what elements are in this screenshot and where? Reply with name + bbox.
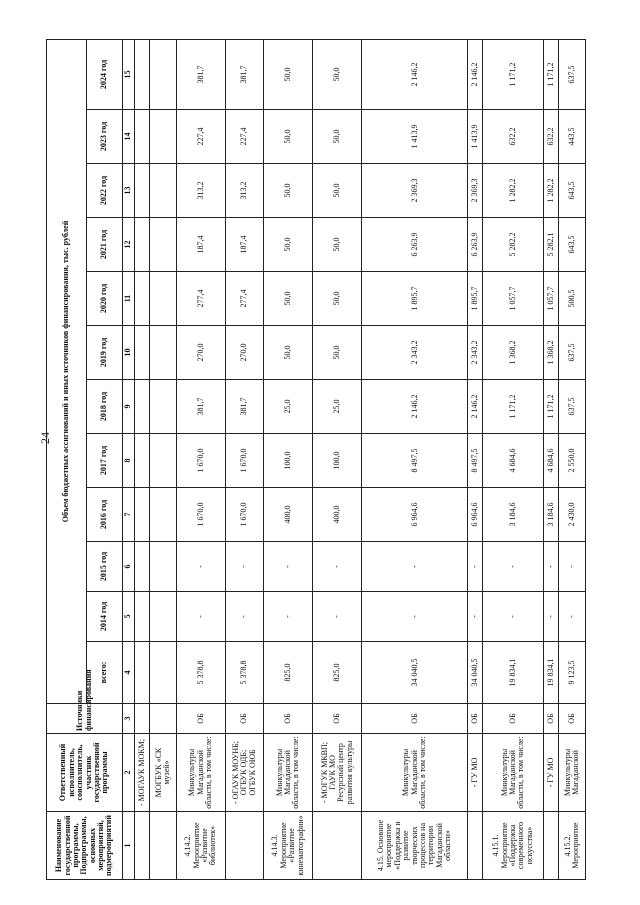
header-year: 2020 год bbox=[87, 272, 123, 326]
value-cell: 50,0 bbox=[313, 218, 362, 272]
value-cell: - bbox=[559, 592, 586, 642]
value-cell: 1 171,2 bbox=[543, 380, 558, 434]
table-row bbox=[135, 39, 150, 879]
value-cell: 400,0 bbox=[313, 488, 362, 542]
value-cell bbox=[150, 434, 177, 488]
value-cell: 4 684,6 bbox=[483, 434, 544, 488]
value-cell bbox=[150, 380, 177, 434]
table-row bbox=[226, 39, 264, 879]
value-cell: 8 497,5 bbox=[468, 434, 483, 488]
header-year: 2024 год bbox=[87, 39, 123, 109]
value-cell: 100,0 bbox=[264, 434, 313, 488]
value-cell bbox=[135, 218, 150, 272]
executor-cell: Минкультуры Магаданской области, в том числе: bbox=[483, 734, 544, 812]
value-cell bbox=[150, 110, 177, 164]
value-cell bbox=[135, 326, 150, 380]
value-cell: 227,4 bbox=[176, 110, 225, 164]
column-number-row bbox=[123, 39, 135, 879]
value-cell: 1 368,2 bbox=[483, 326, 544, 380]
program-name-cell: 4.14.2. Мероприятие «Развитие библиотек» bbox=[176, 812, 225, 880]
column-number: 8 bbox=[123, 434, 135, 488]
value-cell: 50,0 bbox=[313, 164, 362, 218]
executor-cell: МОГБУК «СК музей» bbox=[150, 734, 177, 812]
column-number: 5 bbox=[123, 592, 135, 642]
value-cell: 19 834,1 bbox=[483, 642, 544, 704]
program-name-cell: 4.15.2. Мероприятие bbox=[559, 812, 586, 880]
value-cell: 2 146,2 bbox=[468, 380, 483, 434]
source-cell bbox=[150, 704, 177, 734]
header-year: 2017 год bbox=[87, 434, 123, 488]
value-cell: 187,4 bbox=[176, 218, 225, 272]
value-cell bbox=[135, 642, 150, 704]
value-cell: 381,7 bbox=[176, 380, 225, 434]
value-cell: 25,0 bbox=[264, 380, 313, 434]
value-cell: 643,5 bbox=[559, 218, 586, 272]
value-cell: 4 684,6 bbox=[543, 434, 558, 488]
value-cell: - bbox=[559, 542, 586, 592]
executor-cell: Минкультуры Магаданской области, в том числе: bbox=[264, 734, 313, 812]
value-cell: 270,0 bbox=[176, 326, 225, 380]
header-year: 2019 год bbox=[87, 326, 123, 380]
executor-cell: - ГУ МО bbox=[543, 734, 558, 812]
value-cell: - bbox=[468, 592, 483, 642]
executor-cell: Минкультуры Магаданской области, в том числе: bbox=[176, 734, 225, 812]
value-cell: 381,7 bbox=[226, 39, 264, 109]
value-cell: 1 413,9 bbox=[468, 110, 483, 164]
value-cell: 3 184,6 bbox=[483, 488, 544, 542]
value-cell: 2 369,3 bbox=[468, 164, 483, 218]
program-name-cell: 4.15. Основное мероприятие «Поддержка и развитие творческих процессов на территории Магаданской области» bbox=[362, 812, 468, 880]
program-name-cell bbox=[150, 812, 177, 880]
value-cell: 2 146,2 bbox=[362, 380, 468, 434]
column-number: 9 bbox=[123, 380, 135, 434]
value-cell: - bbox=[264, 542, 313, 592]
value-cell: 2 146,2 bbox=[468, 39, 483, 109]
value-cell: 50,0 bbox=[313, 110, 362, 164]
value-cell: 637,5 bbox=[559, 39, 586, 109]
value-cell: - bbox=[226, 542, 264, 592]
program-name-cell bbox=[543, 812, 558, 880]
value-cell: - bbox=[313, 592, 362, 642]
executor-cell: - ОГАУК МОУНБ; ОГБУК ОДБ; ОГБУК ОЮБ bbox=[226, 734, 264, 812]
value-cell bbox=[135, 592, 150, 642]
table-row bbox=[362, 39, 468, 879]
value-cell bbox=[135, 164, 150, 218]
source-cell: ОБ bbox=[362, 704, 468, 734]
header-year: 2015 год bbox=[87, 542, 123, 592]
value-cell bbox=[135, 110, 150, 164]
value-cell: 637,5 bbox=[559, 326, 586, 380]
column-number: 2 bbox=[123, 734, 135, 812]
value-cell: 1 171,2 bbox=[483, 380, 544, 434]
value-cell: 3 184,6 bbox=[543, 488, 558, 542]
table-row bbox=[559, 39, 586, 879]
value-cell: 50,0 bbox=[313, 272, 362, 326]
value-cell: 34 040,5 bbox=[468, 642, 483, 704]
value-cell: 1 670,0 bbox=[176, 434, 225, 488]
rotated-table-container bbox=[46, 40, 586, 880]
value-cell: - bbox=[176, 592, 225, 642]
header-year: 2014 год bbox=[87, 592, 123, 642]
header-year: 2022 год bbox=[87, 164, 123, 218]
value-cell bbox=[135, 542, 150, 592]
value-cell bbox=[135, 39, 150, 109]
value-cell: - bbox=[468, 542, 483, 592]
value-cell: 50,0 bbox=[264, 272, 313, 326]
column-number: 12 bbox=[123, 218, 135, 272]
value-cell: 1 670,0 bbox=[226, 434, 264, 488]
value-cell: 2 550,0 bbox=[559, 434, 586, 488]
column-number: 4 bbox=[123, 642, 135, 704]
header-year: 2021 год bbox=[87, 218, 123, 272]
value-cell: 400,0 bbox=[264, 488, 313, 542]
value-cell: 187,4 bbox=[226, 218, 264, 272]
source-cell bbox=[135, 704, 150, 734]
value-cell: 5 282,1 bbox=[543, 218, 558, 272]
value-cell: - bbox=[176, 542, 225, 592]
value-cell: 1 413,9 bbox=[362, 110, 468, 164]
value-cell: 6 263,9 bbox=[362, 218, 468, 272]
column-number: 10 bbox=[123, 326, 135, 380]
table-row bbox=[468, 39, 483, 879]
value-cell: 825,0 bbox=[264, 642, 313, 704]
value-cell: 1 282,2 bbox=[483, 164, 544, 218]
value-cell: 50,0 bbox=[264, 326, 313, 380]
value-cell: 50,0 bbox=[264, 164, 313, 218]
value-cell: 313,2 bbox=[176, 164, 225, 218]
value-cell: 6 964,6 bbox=[468, 488, 483, 542]
program-name-cell: 4.15.1. Мероприятие «Поддержка современного искусства» bbox=[483, 812, 544, 880]
value-cell: 632,2 bbox=[483, 110, 544, 164]
value-cell: 1 057,7 bbox=[543, 272, 558, 326]
column-number: 7 bbox=[123, 488, 135, 542]
value-cell: 1 057,7 bbox=[483, 272, 544, 326]
column-number: 11 bbox=[123, 272, 135, 326]
page-number: 24 bbox=[38, 432, 52, 444]
program-name-cell bbox=[468, 812, 483, 880]
header-year: 2016 год bbox=[87, 488, 123, 542]
header-year: 2018 год bbox=[87, 380, 123, 434]
program-name-cell bbox=[135, 812, 150, 880]
executor-cell: - МОГУК МКВП; ГАУК МО Ресурсный центр развития культуры bbox=[313, 734, 362, 812]
value-cell: 270,0 bbox=[226, 326, 264, 380]
value-cell bbox=[150, 642, 177, 704]
table-row bbox=[176, 39, 225, 879]
value-cell: 2 343,2 bbox=[362, 326, 468, 380]
value-cell: 1 670,0 bbox=[176, 488, 225, 542]
value-cell bbox=[150, 39, 177, 109]
value-cell: 2 430,0 bbox=[559, 488, 586, 542]
value-cell: - bbox=[362, 542, 468, 592]
value-cell: 313,2 bbox=[226, 164, 264, 218]
value-cell: 1 895,7 bbox=[468, 272, 483, 326]
table-row bbox=[313, 39, 362, 879]
value-cell bbox=[135, 272, 150, 326]
value-cell bbox=[150, 272, 177, 326]
value-cell: 2 146,2 bbox=[362, 39, 468, 109]
source-cell: ОБ bbox=[543, 704, 558, 734]
value-cell: 50,0 bbox=[264, 110, 313, 164]
value-cell: 50,0 bbox=[313, 39, 362, 109]
column-number: 1 bbox=[123, 812, 135, 880]
value-cell: - bbox=[313, 542, 362, 592]
value-cell: 381,7 bbox=[176, 39, 225, 109]
value-cell: 50,0 bbox=[313, 326, 362, 380]
column-number: 3 bbox=[123, 704, 135, 734]
value-cell: 1 670,0 bbox=[226, 488, 264, 542]
value-cell: 227,4 bbox=[226, 110, 264, 164]
value-cell: 277,4 bbox=[176, 272, 225, 326]
table-body bbox=[135, 39, 586, 879]
executor-cell: - МОГАУК МОКМ; bbox=[135, 734, 150, 812]
value-cell bbox=[150, 542, 177, 592]
source-cell: ОБ bbox=[468, 704, 483, 734]
table-row bbox=[264, 39, 313, 879]
column-number: 14 bbox=[123, 110, 135, 164]
executor-cell: Минкультуры Магаданской bbox=[559, 734, 586, 812]
source-cell: ОБ bbox=[313, 704, 362, 734]
value-cell: 1 282,2 bbox=[543, 164, 558, 218]
value-cell: 100,0 bbox=[313, 434, 362, 488]
value-cell: 1 171,2 bbox=[543, 39, 558, 109]
source-cell: ОБ bbox=[264, 704, 313, 734]
value-cell: 500,5 bbox=[559, 272, 586, 326]
value-cell: 19 834,1 bbox=[543, 642, 558, 704]
table-row bbox=[150, 39, 177, 879]
table-row bbox=[543, 39, 558, 879]
header-total: всего: bbox=[87, 642, 123, 704]
program-name-cell: 4.14.3. Мероприятие «Развитие кинематографии» bbox=[264, 812, 313, 880]
value-cell bbox=[135, 434, 150, 488]
value-cell: 632,2 bbox=[543, 110, 558, 164]
value-cell bbox=[150, 218, 177, 272]
value-cell bbox=[150, 164, 177, 218]
value-cell: 381,7 bbox=[226, 380, 264, 434]
funding-table bbox=[46, 39, 586, 880]
header-executor: Ответственный исполнитель, соисполнитель, участник государственной программы bbox=[47, 734, 123, 812]
header-funding: Объем бюджетных ассигнований и иных источников финансирования, тыс. рублей bbox=[47, 39, 87, 703]
value-cell: 643,5 bbox=[559, 164, 586, 218]
value-cell: 443,5 bbox=[559, 110, 586, 164]
column-number: 15 bbox=[123, 39, 135, 109]
value-cell: - bbox=[483, 592, 544, 642]
value-cell bbox=[135, 380, 150, 434]
value-cell: 5 378,8 bbox=[176, 642, 225, 704]
value-cell: 9 123,5 bbox=[559, 642, 586, 704]
source-cell: ОБ bbox=[176, 704, 225, 734]
column-number: 13 bbox=[123, 164, 135, 218]
value-cell: 5 378,8 bbox=[226, 642, 264, 704]
value-cell: 50,0 bbox=[264, 39, 313, 109]
value-cell: 1 895,7 bbox=[362, 272, 468, 326]
value-cell: 25,0 bbox=[313, 380, 362, 434]
value-cell: 8 497,5 bbox=[362, 434, 468, 488]
value-cell: 637,5 bbox=[559, 380, 586, 434]
table-row bbox=[483, 39, 544, 879]
value-cell: - bbox=[226, 592, 264, 642]
value-cell: - bbox=[543, 542, 558, 592]
value-cell: - bbox=[543, 592, 558, 642]
source-cell: ОБ bbox=[226, 704, 264, 734]
program-name-cell bbox=[313, 812, 362, 880]
source-cell: ОБ bbox=[559, 704, 586, 734]
program-name-cell bbox=[226, 812, 264, 880]
value-cell: 50,0 bbox=[264, 218, 313, 272]
value-cell: - bbox=[483, 542, 544, 592]
header-year: 2023 год bbox=[87, 110, 123, 164]
value-cell: - bbox=[264, 592, 313, 642]
executor-cell: - ГУ МО bbox=[468, 734, 483, 812]
value-cell: 6 964,6 bbox=[362, 488, 468, 542]
value-cell: 2 343,2 bbox=[468, 326, 483, 380]
value-cell bbox=[150, 592, 177, 642]
value-cell: 5 282,2 bbox=[483, 218, 544, 272]
value-cell bbox=[135, 488, 150, 542]
value-cell: 825,0 bbox=[313, 642, 362, 704]
value-cell bbox=[150, 488, 177, 542]
header-program: Наименование государственной программы, Подпрограммы, основных мероприятий, подмероприятий bbox=[47, 812, 123, 880]
value-cell: 2 369,3 bbox=[362, 164, 468, 218]
value-cell: 34 040,5 bbox=[362, 642, 468, 704]
header-source: Источники финансирования bbox=[47, 704, 123, 734]
column-number: 6 bbox=[123, 542, 135, 592]
value-cell: 1 368,2 bbox=[543, 326, 558, 380]
value-cell bbox=[150, 326, 177, 380]
value-cell: 277,4 bbox=[226, 272, 264, 326]
value-cell: - bbox=[362, 592, 468, 642]
value-cell: 6 263,9 bbox=[468, 218, 483, 272]
executor-cell: Минкультуры Магаданской области, в том числе: bbox=[362, 734, 468, 812]
value-cell: 1 171,2 bbox=[483, 39, 544, 109]
source-cell: ОБ bbox=[483, 704, 544, 734]
